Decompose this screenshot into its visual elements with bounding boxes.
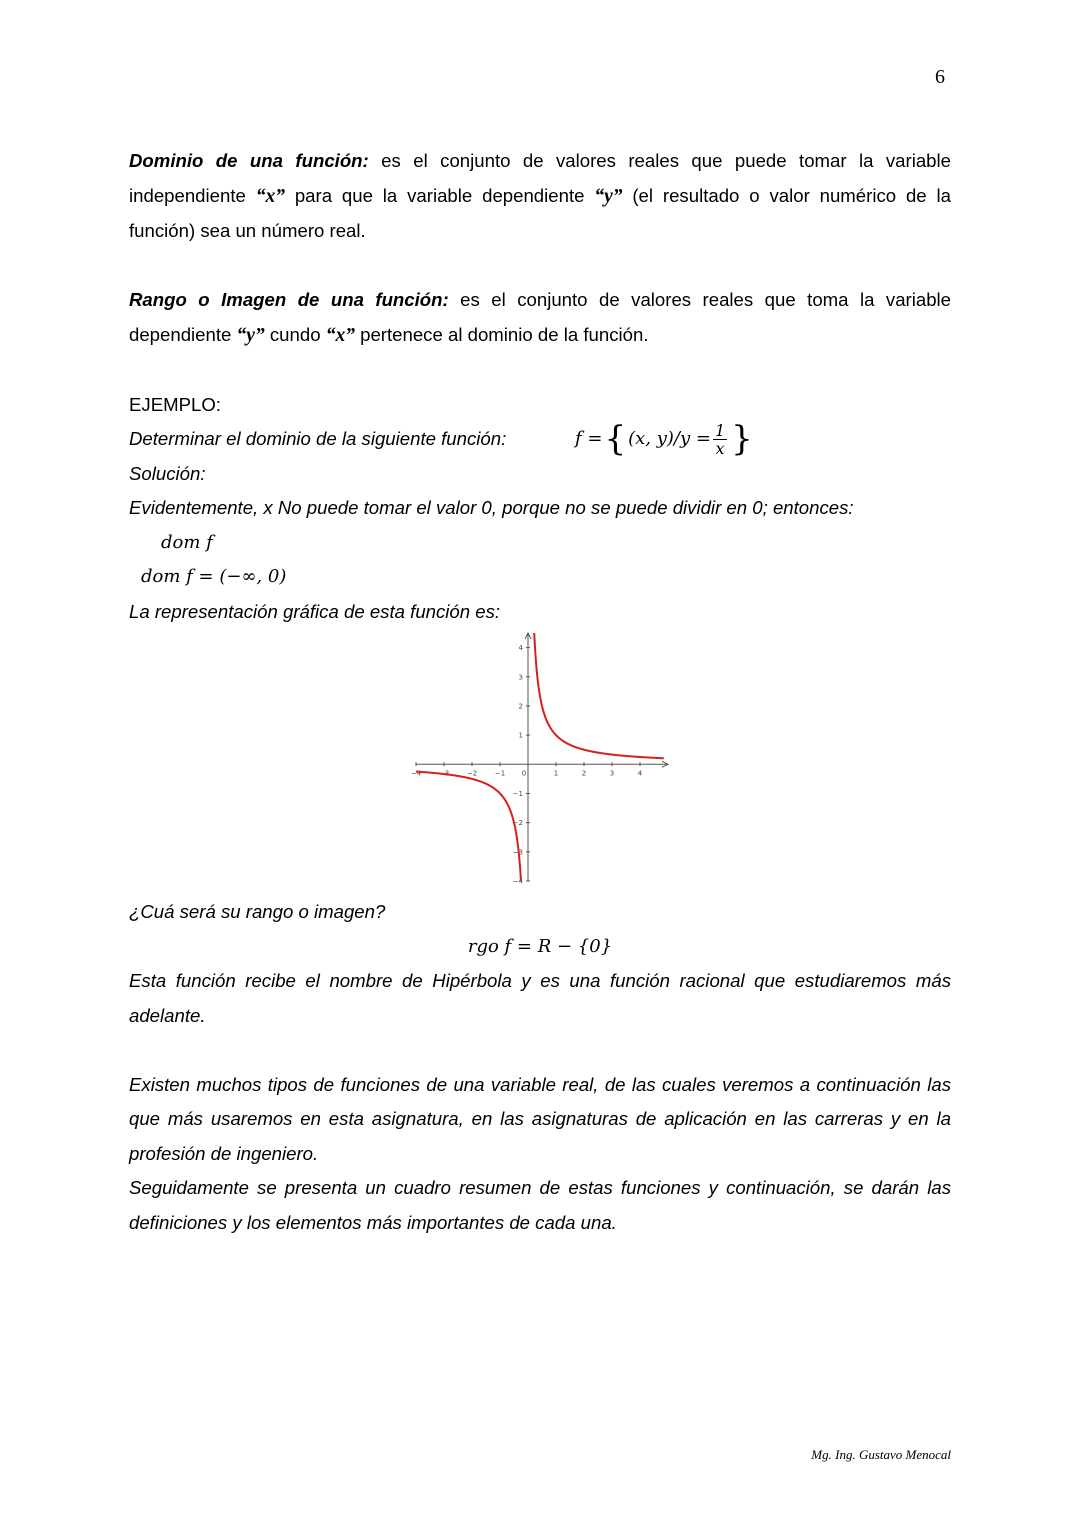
page-number: 6 xyxy=(935,66,945,88)
range-question: ¿Cuá será su rango o imagen? xyxy=(129,901,386,922)
fraction-numerator: 1 xyxy=(714,420,726,440)
footer-author: Mg. Ing. Gustavo Menocal xyxy=(811,1447,951,1462)
x-tick-label: −3 xyxy=(438,769,450,778)
dom-line-1: dom f xyxy=(161,531,213,553)
fraction-denominator: x xyxy=(715,438,725,458)
domain-var-y: “y” xyxy=(594,185,623,207)
domain-var-x: “x” xyxy=(255,185,285,207)
solution-explanation: Evidentemente, x No puede tomar el valor 0, porque no se puede dividir en 0; entonces: xyxy=(129,497,854,518)
example-heading: EJEMPLO: xyxy=(129,393,221,415)
example-prompt-row xyxy=(129,419,951,460)
hyperbola-chart xyxy=(412,629,672,885)
solution-label: Solución: xyxy=(129,462,206,484)
outro-paragraph-1: Existen muchos tipos de funciones de una variable real, de las cuales veremos a continuación las que más usaremos en esta asignatura, en las asignaturas de aplicación en las carreras y en la profesión de ingeniero. xyxy=(129,1073,951,1164)
domain-text-3: (el resultado o valor numérico de la función) sea un número real. xyxy=(129,184,951,241)
y-tick-label: 4 xyxy=(518,644,523,653)
y-tick-label: 2 xyxy=(518,702,523,711)
domain-text-2: para que la variable dependiente xyxy=(284,184,595,206)
page-content xyxy=(129,144,951,1240)
close-brace: } xyxy=(731,419,753,460)
x-tick-label: 2 xyxy=(581,769,587,778)
x-tick-label: 0 xyxy=(521,769,527,778)
function-definition xyxy=(575,419,755,460)
formula-set: (x, y)/y = xyxy=(628,428,711,449)
range-term: Rango o Imagen de una función: xyxy=(129,289,449,310)
ticks xyxy=(411,644,643,885)
range-var-y: “y” xyxy=(236,324,265,346)
range-var-x: “x” xyxy=(325,324,355,346)
x-tick-label: 4 xyxy=(637,769,643,778)
range-text-1: es el conjunto de valores reales que toma la variable dependiente xyxy=(129,289,952,345)
x-tick-label: 1 xyxy=(553,769,559,778)
x-tick-label: −1 xyxy=(494,769,506,778)
range-formula: rgo f = R − {0} xyxy=(467,935,613,957)
domain-definition xyxy=(129,144,951,249)
y-tick-label: −4 xyxy=(512,877,523,886)
formula-lhs: f = xyxy=(575,428,603,449)
y-tick-label: −1 xyxy=(512,789,523,798)
x-tick-label: −2 xyxy=(466,769,478,778)
hyperbola-closing: Esta función recibe el nombre de Hipérbola y es una función racional que estudiaremos más adelante. xyxy=(129,970,951,1026)
y-tick-label: −3 xyxy=(512,848,523,857)
x-tick-label: 3 xyxy=(609,769,615,778)
y-tick-label: −2 xyxy=(512,819,523,828)
example-prompt: Determinar el dominio de la siguiente función: xyxy=(129,428,507,449)
range-text-2: cundo xyxy=(264,323,326,345)
open-brace: { xyxy=(604,419,627,460)
curve-positive-branch xyxy=(534,633,664,758)
curve-negative-branch xyxy=(416,772,521,881)
dom-line-2: dom f = (−∞, 0) xyxy=(141,566,287,587)
x-tick-label: −4 xyxy=(410,769,422,778)
curves xyxy=(416,633,664,881)
y-tick-label: 1 xyxy=(518,731,523,740)
domain-term: Dominio de una función: xyxy=(129,150,369,171)
range-text-3: pertenece al dominio de la función. xyxy=(354,323,649,345)
outro-paragraph-2: Seguidamente se presenta un cuadro resumen de estas funciones y continuación, se darán las definiciones y los elementos más importantes de cada una. xyxy=(129,1177,951,1233)
graph-intro: La representación gráfica de esta función es: xyxy=(129,600,501,622)
y-tick-label: 3 xyxy=(518,673,523,682)
domain-text-1: es el conjunto de valores reales que puede tomar la variable independiente xyxy=(129,150,951,206)
hyperbola-graph xyxy=(129,629,951,895)
range-definition xyxy=(129,283,951,353)
fraction xyxy=(713,422,727,457)
